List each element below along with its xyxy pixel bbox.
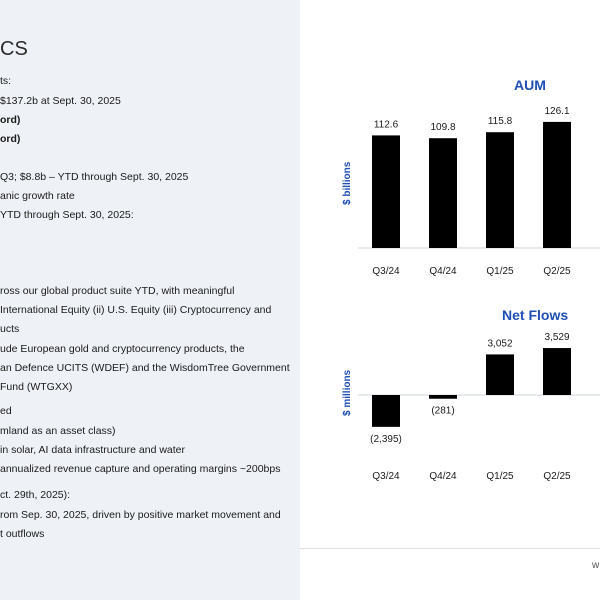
summary-line: ed bbox=[0, 405, 12, 417]
summary-line: ord) bbox=[0, 114, 21, 126]
netflows-bar bbox=[429, 395, 457, 399]
footer-divider bbox=[300, 548, 600, 549]
netflows-data-label: 3,529 bbox=[544, 332, 570, 344]
summary-line: $137.2b at Sept. 30, 2025 bbox=[0, 95, 121, 107]
summary-line: Q3; $8.8b – YTD through Sept. 30, 2025 bbox=[0, 171, 189, 183]
aum-x-tick-label: Q3/24 bbox=[372, 266, 400, 277]
summary-line: ct. 29th, 2025): bbox=[0, 489, 71, 501]
aum-data-label: 109.8 bbox=[430, 122, 456, 134]
summary-heading: CS bbox=[0, 38, 28, 60]
summary-line: rom Sep. 30, 2025, driven by positive market movement and bbox=[0, 509, 281, 521]
aum-chart-title: AUM bbox=[514, 77, 546, 93]
netflows-bar bbox=[543, 348, 571, 395]
footer-text: w bbox=[592, 560, 600, 571]
netflows-x-tick-label: Q2/25 bbox=[543, 471, 571, 482]
summary-line: ross our global product suite YTD, with meaningful bbox=[0, 285, 235, 297]
aum-bar bbox=[372, 135, 400, 248]
summary-line: t outflows bbox=[0, 528, 45, 540]
netflows-data-label: (2,395) bbox=[370, 433, 402, 445]
aum-x-tick-label: Q4/24 bbox=[429, 266, 457, 277]
aum-y-axis-label: $ billions bbox=[342, 161, 353, 205]
summary-line: ucts bbox=[0, 323, 20, 335]
summary-line: ord) bbox=[0, 133, 21, 145]
summary-line: Fund (WTGXX) bbox=[0, 381, 73, 393]
aum-data-label: 112.6 bbox=[373, 119, 399, 131]
netflows-x-tick-label: Q3/24 bbox=[372, 471, 400, 482]
summary-line: YTD through Sept. 30, 2025: bbox=[0, 209, 134, 221]
summary-line: anic growth rate bbox=[0, 190, 75, 202]
summary-line: International Equity (ii) U.S. Equity (iii) Cryptocurrency and bbox=[0, 304, 272, 316]
netflows-y-axis-label: $ millions bbox=[342, 369, 353, 416]
aum-data-label: 115.8 bbox=[487, 116, 513, 128]
aum-data-label: 126.1 bbox=[544, 105, 570, 117]
netflows-x-tick-label: Q1/25 bbox=[486, 471, 514, 482]
aum-x-tick-label: Q1/25 bbox=[486, 266, 514, 277]
summary-line: ude European gold and cryptocurrency products, the bbox=[0, 343, 245, 355]
summary-line: an Defence UCITS (WDEF) and the WisdomTree Government bbox=[0, 362, 290, 374]
netflows-chart-title: Net Flows bbox=[502, 307, 569, 323]
aum-bar bbox=[543, 122, 571, 248]
netflows-bar bbox=[486, 354, 514, 395]
netflows-x-tick-label: Q4/24 bbox=[429, 471, 457, 482]
netflows-bar bbox=[372, 395, 400, 427]
netflows-data-label: (281) bbox=[431, 405, 455, 417]
netflows-data-label: 3,052 bbox=[487, 338, 513, 350]
summary-line: in solar, AI data infrastructure and water bbox=[0, 444, 186, 456]
aum-x-tick-label: Q2/25 bbox=[543, 266, 571, 277]
aum-bar bbox=[486, 132, 514, 248]
summary-line: mland as an asset class) bbox=[0, 425, 116, 437]
summary-line: annualized revenue capture and operating margins ~200bps bbox=[0, 463, 281, 475]
summary-line: ts: bbox=[0, 75, 12, 87]
aum-bar bbox=[429, 138, 457, 248]
